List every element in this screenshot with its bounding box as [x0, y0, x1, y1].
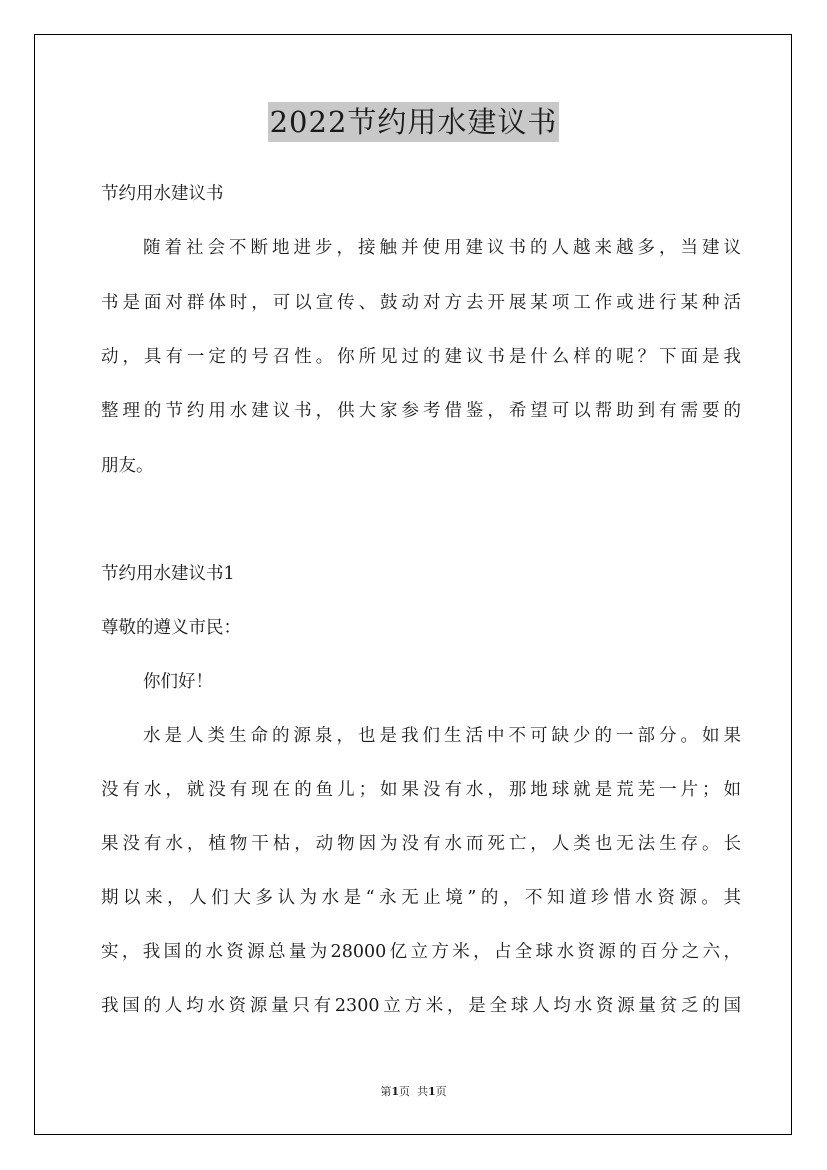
intro-line-2: 书是面对群体时，可以宣传、鼓动对方去开展某项工作或进行某种活: [101, 293, 741, 313]
document-subtitle: 节约用水建议书: [101, 184, 224, 204]
section-heading: 节约用水建议书1: [101, 564, 235, 584]
salutation: 尊敬的遵义市民：: [101, 618, 241, 638]
total-number: 1: [428, 1085, 436, 1098]
body-line-4: 期以来，人们大多认为水是“永无止境”的，不知道珍惜水资源。其: [101, 888, 741, 908]
intro-line-4: 整理的节约用水建议书，供大家参考借鉴，希望可以帮助到有需要的: [101, 401, 741, 421]
page-suffix: 页: [399, 1085, 410, 1098]
greeting: 你们好！: [143, 672, 213, 692]
intro-line-1: 随着社会不断地进步，接触并使用建议书的人越来越多，当建议: [143, 238, 741, 258]
body-line-1: 水是人类生命的源泉，也是我们生活中不可缺少的一部分。如果: [143, 726, 741, 746]
document-title-block: [0, 102, 827, 142]
page-prefix: 第: [380, 1085, 392, 1098]
total-suffix: 页: [435, 1085, 447, 1098]
document-title: 2022节约用水建议书: [268, 102, 560, 142]
page-footer: [0, 1085, 827, 1099]
body-line-6: 我国的人均水资源量只有2300立方米，是全球人均水资源量贫乏的国: [101, 996, 741, 1016]
total-prefix: 共: [417, 1085, 428, 1098]
intro-line-3: 动，具有一定的号召性。你所见过的建议书是什么样的呢？下面是我: [101, 347, 741, 367]
intro-line-5: 朋友。: [101, 456, 154, 476]
body-line-3: 果没有水，植物干枯，动物因为没有水而死亡，人类也无法生存。长: [101, 834, 741, 854]
page-number: 1: [391, 1085, 399, 1098]
body-line-2: 没有水，就没有现在的鱼儿；如果没有水，那地球就是荒芜一片；如: [101, 780, 741, 800]
body-line-5: 实，我国的水资源总量为28000亿立方米，占全球水资源的百分之六，: [101, 942, 741, 962]
